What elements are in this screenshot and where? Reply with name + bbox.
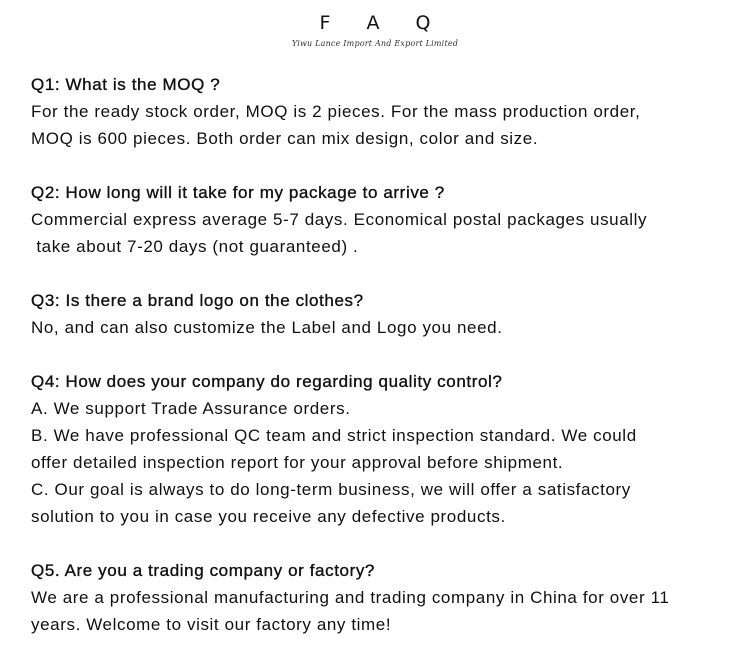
faq-list xyxy=(31,71,731,665)
faq-answer-line: offer detailed inspection report for your approval before shipment. xyxy=(31,453,564,472)
faq-item-q3 xyxy=(31,287,731,341)
faq-question: Q5. Are you a trading company or factory? xyxy=(31,561,375,580)
faq-answer-line: No, and can also customize the Label and Logo you need. xyxy=(31,318,503,337)
company-subtitle: Yiwu Lance Import And Export Limited xyxy=(291,39,459,48)
faq-question: Q1: What is the MOQ ? xyxy=(31,75,221,94)
faq-answer-line: B. We have professional QC team and strict inspection standard. We could xyxy=(31,426,637,445)
faq-question: Q2: How long will it take for my package to arrive ? xyxy=(31,183,445,202)
faq-item-q4 xyxy=(31,368,731,530)
faq-item-q1 xyxy=(31,71,731,152)
faq-item-q2 xyxy=(31,179,731,260)
faq-question: Q4: How does your company do regarding quality control? xyxy=(31,372,503,391)
page-title: F A Q xyxy=(319,12,446,34)
faq-answer-line: Commercial express average 5-7 days. Economical postal packages usually xyxy=(31,210,648,229)
faq-answer-line: We are a professional manufacturing and trading company in China for over 11 xyxy=(31,588,670,607)
faq-answer-line: take about 7-20 days (not guaranteed) . xyxy=(31,237,359,256)
faq-answer-line: For the ready stock order, MOQ is 2 pieces. For the mass production order, xyxy=(31,102,641,121)
faq-answer-line: C. Our goal is always to do long-term business, we will offer a satisfactory xyxy=(31,480,631,499)
faq-answer-line: MOQ is 600 pieces. Both order can mix design, color and size. xyxy=(31,129,539,148)
faq-question: Q3: Is there a brand logo on the clothes? xyxy=(31,291,364,310)
faq-answer-line: solution to you in case you receive any defective products. xyxy=(31,507,506,526)
faq-item-q5 xyxy=(31,557,731,638)
faq-answer-line: A. We support Trade Assurance orders. xyxy=(31,399,351,418)
faq-answer-line: years. Welcome to visit our factory any time! xyxy=(31,615,392,634)
faq-header xyxy=(0,10,750,50)
